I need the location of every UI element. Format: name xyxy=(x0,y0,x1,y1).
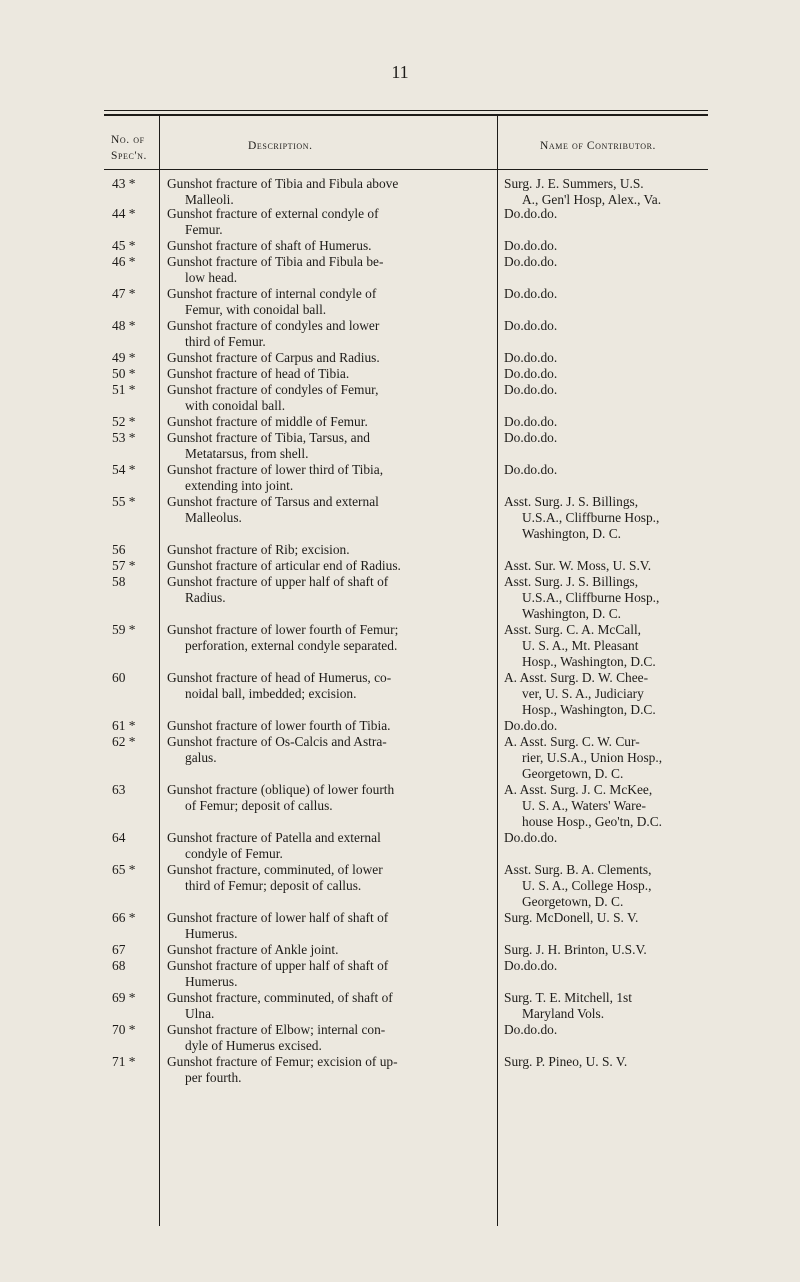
description xyxy=(167,382,491,414)
description xyxy=(167,734,491,766)
header-spec-number xyxy=(111,132,147,164)
spec-number: 69 * xyxy=(112,990,136,1005)
description-line: Gunshot fracture of upper half of shaft of xyxy=(167,574,389,589)
ditto-mark: do. xyxy=(523,366,541,381)
description-line: Humerus. xyxy=(185,974,238,989)
contributor xyxy=(504,558,704,574)
ditto-mark: Do. xyxy=(504,238,524,253)
contributor xyxy=(504,910,704,926)
description-line: Femur, with conoidal ball. xyxy=(185,302,327,317)
spec-number: 52 * xyxy=(112,414,136,429)
description-line: per fourth. xyxy=(185,1070,242,1085)
spec-number: 45 * xyxy=(112,238,136,253)
ditto-mark: Do. xyxy=(504,958,524,973)
ditto-mark: Do. xyxy=(504,286,524,301)
description-line: Gunshot fracture, comminuted, of shaft of xyxy=(167,990,393,1005)
top-rule xyxy=(104,110,708,111)
contributor-line xyxy=(504,718,678,734)
ditto-mark: do. xyxy=(540,254,558,269)
ditto-mark: Do. xyxy=(504,254,524,269)
ditto-mark: do. xyxy=(523,238,541,253)
contributor-line xyxy=(504,1022,678,1038)
contributor-line: U.S.A., Cliffburne Hosp., xyxy=(522,510,660,525)
description-line: Femur. xyxy=(185,222,223,237)
contributor-line: Maryland Vols. xyxy=(522,1006,605,1021)
description xyxy=(167,782,491,814)
contributor-line: Asst. Surg. B. A. Clements, xyxy=(504,862,652,877)
ditto-mark: do. xyxy=(523,830,541,845)
description xyxy=(167,942,491,958)
description-line: of Femur; deposit of callus. xyxy=(185,798,333,813)
description xyxy=(167,494,491,526)
page-number: 11 xyxy=(391,62,409,82)
description-line: Ulna. xyxy=(185,1006,215,1021)
ditto-mark: do. xyxy=(540,430,558,445)
description xyxy=(167,176,491,208)
ditto-mark: do. xyxy=(523,430,541,445)
description-line: Gunshot fracture of external condyle of xyxy=(167,206,379,221)
contributor xyxy=(504,238,704,254)
contributor-line xyxy=(504,382,678,398)
contributor xyxy=(504,430,704,446)
spec-number: 44 * xyxy=(112,206,136,221)
ditto-mark: do. xyxy=(540,286,558,301)
spec-number: 50 * xyxy=(112,366,136,381)
contributor xyxy=(504,254,704,270)
spec-number: 61 * xyxy=(112,718,136,733)
contributor-line: A. Asst. Surg. C. W. Cur- xyxy=(504,734,640,749)
description xyxy=(167,286,491,318)
description-line: Gunshot fracture of articular end of Radius. xyxy=(167,558,401,573)
description-line: Gunshot fracture of Carpus and Radius. xyxy=(167,350,380,365)
ditto-mark: Do. xyxy=(504,206,524,221)
contributor-line xyxy=(504,318,678,334)
description-line: Gunshot fracture of Tibia, Tarsus, and xyxy=(167,430,370,445)
top-rule-thick xyxy=(104,114,708,116)
description-line: Radius. xyxy=(185,590,226,605)
description-line: with conoidal ball. xyxy=(185,398,286,413)
ditto-mark: do. xyxy=(540,238,558,253)
description-line: third of Femur. xyxy=(185,334,266,349)
ditto-mark: Do. xyxy=(504,830,524,845)
description-line: low head. xyxy=(185,270,238,285)
ditto-mark: do. xyxy=(523,382,541,397)
description-line: Gunshot fracture of lower fourth of Femur; xyxy=(167,622,399,637)
description-line: Gunshot fracture of lower fourth of Tibia. xyxy=(167,718,391,733)
ditto-mark: do. xyxy=(540,206,558,221)
description xyxy=(167,830,491,862)
contributor-line: Georgetown, D. C. xyxy=(522,766,624,781)
contributor-line xyxy=(504,462,678,478)
contributor-line: A., Gen'l Hosp, Alex., Va. xyxy=(522,192,662,207)
spec-number: 62 * xyxy=(112,734,136,749)
description-line: perforation, external condyle separated. xyxy=(185,638,398,653)
contributor xyxy=(504,494,704,542)
contributor-line xyxy=(504,366,678,382)
spec-number: 43 * xyxy=(112,176,136,191)
ditto-mark: do. xyxy=(540,462,558,477)
contributor-line xyxy=(504,286,678,302)
description xyxy=(167,910,491,942)
description xyxy=(167,1054,491,1086)
contributor-line xyxy=(504,254,678,270)
description-line: Gunshot fracture of Os-Calcis and Astra- xyxy=(167,734,387,749)
contributor-line: Washington, D. C. xyxy=(522,606,621,621)
contributor xyxy=(504,734,704,782)
description xyxy=(167,862,491,894)
ditto-mark: do. xyxy=(523,350,541,365)
description xyxy=(167,430,491,462)
ditto-mark: do. xyxy=(523,286,541,301)
column-divider-2 xyxy=(497,116,498,1226)
contributor-line: U. S. A., Waters' Ware- xyxy=(522,798,646,813)
ditto-mark: do. xyxy=(540,318,558,333)
contributor xyxy=(504,670,704,718)
description xyxy=(167,718,491,734)
contributor-line: Asst. Sur. W. Moss, U. S.V. xyxy=(504,558,652,573)
ditto-mark: Do. xyxy=(504,350,524,365)
description-line: Gunshot fracture of condyles and lower xyxy=(167,318,380,333)
description xyxy=(167,350,491,366)
contributor xyxy=(504,862,704,910)
contributor xyxy=(504,574,704,622)
description-line: Malleoli. xyxy=(185,192,234,207)
spec-number: 63 xyxy=(112,782,126,797)
ditto-mark: do. xyxy=(523,1022,541,1037)
ditto-mark: Do. xyxy=(504,414,524,429)
description xyxy=(167,318,491,350)
description-line: noidal ball, imbedded; excision. xyxy=(185,686,357,701)
description-line: galus. xyxy=(185,750,217,765)
description-line: Gunshot fracture of shaft of Humerus. xyxy=(167,238,372,253)
spec-number: 65 * xyxy=(112,862,136,877)
spec-number: 64 xyxy=(112,830,126,845)
spec-number: 51 * xyxy=(112,382,136,397)
contributor-line: Surg. McDonell, U. S. V. xyxy=(504,910,639,925)
description-line: Gunshot fracture of lower half of shaft of xyxy=(167,910,389,925)
ditto-mark: do. xyxy=(540,414,558,429)
contributor xyxy=(504,1054,704,1070)
description-line: third of Femur; deposit of callus. xyxy=(185,878,362,893)
contributor xyxy=(504,958,704,974)
contributor-line xyxy=(504,350,678,366)
ditto-mark: Do. xyxy=(504,382,524,397)
spec-number: 67 xyxy=(112,942,126,957)
description-line: Gunshot fracture of head of Humerus, co- xyxy=(167,670,392,685)
description xyxy=(167,574,491,606)
ditto-mark: do. xyxy=(540,718,558,733)
description xyxy=(167,542,491,558)
contributor-line: Surg. J. H. Brinton, U.S.V. xyxy=(504,942,647,957)
spec-number: 47 * xyxy=(112,286,136,301)
description-line: dyle of Humerus excised. xyxy=(185,1038,322,1053)
description-line: Gunshot fracture of Rib; excision. xyxy=(167,542,350,557)
description-line: Gunshot fracture of Tibia and Fibula be- xyxy=(167,254,384,269)
header-spec-line1: No. of xyxy=(111,134,145,146)
ditto-mark: do. xyxy=(540,830,558,845)
contributor-line: Surg. P. Pineo, U. S. V. xyxy=(504,1054,628,1069)
contributor xyxy=(504,830,704,846)
contributor xyxy=(504,206,704,222)
contributor-line: U. S. A., Mt. Pleasant xyxy=(522,638,639,653)
description-line: Metatarsus, from shell. xyxy=(185,446,309,461)
description xyxy=(167,462,491,494)
contributor-line xyxy=(504,830,678,846)
contributor-line: Washington, D. C. xyxy=(522,526,621,541)
contributor-line xyxy=(504,430,678,446)
spec-number: 66 * xyxy=(112,910,136,925)
contributor xyxy=(504,366,704,382)
spec-number: 57 * xyxy=(112,558,136,573)
description xyxy=(167,414,491,430)
contributor xyxy=(504,350,704,366)
spec-number: 58 xyxy=(112,574,126,589)
spec-number: 53 * xyxy=(112,430,136,445)
contributor-line xyxy=(504,958,678,974)
contributor-line: house Hosp., Geo'tn, D.C. xyxy=(522,814,663,829)
description-line: Humerus. xyxy=(185,926,238,941)
description xyxy=(167,990,491,1022)
spec-number: 60 xyxy=(112,670,126,685)
ditto-mark: do. xyxy=(523,958,541,973)
description-line: Gunshot fracture of middle of Femur. xyxy=(167,414,368,429)
spec-number: 54 * xyxy=(112,462,136,477)
ditto-mark: Do. xyxy=(504,718,524,733)
contributor xyxy=(504,286,704,302)
contributor xyxy=(504,462,704,478)
contributor xyxy=(504,942,704,958)
contributor xyxy=(504,414,704,430)
header-description: Description. xyxy=(248,140,313,152)
spec-number: 48 * xyxy=(112,318,136,333)
contributor-line: Hosp., Washington, D.C. xyxy=(522,654,656,669)
contributor-line: A. Asst. Surg. D. W. Chee- xyxy=(504,670,649,685)
spec-number: 70 * xyxy=(112,1022,136,1037)
contributor xyxy=(504,990,704,1022)
spec-number: 71 * xyxy=(112,1054,136,1069)
ditto-mark: Do. xyxy=(504,318,524,333)
contributor-line: ver, U. S. A., Judiciary xyxy=(522,686,644,701)
description xyxy=(167,206,491,238)
ditto-mark: do. xyxy=(540,350,558,365)
ditto-mark: do. xyxy=(540,1022,558,1037)
ditto-mark: do. xyxy=(523,318,541,333)
contributor-line xyxy=(504,206,678,222)
description-line: extending into joint. xyxy=(185,478,294,493)
description-line: Gunshot fracture of Tarsus and external xyxy=(167,494,379,509)
description-line: Gunshot fracture of Ankle joint. xyxy=(167,942,339,957)
description xyxy=(167,558,491,574)
contributor xyxy=(504,176,704,208)
ditto-mark: do. xyxy=(523,462,541,477)
description xyxy=(167,958,491,990)
contributor-line xyxy=(504,414,678,430)
contributor-line: Asst. Surg. C. A. McCall, xyxy=(504,622,642,637)
contributor xyxy=(504,622,704,670)
description-line: Gunshot fracture of head of Tibia. xyxy=(167,366,350,381)
description xyxy=(167,1022,491,1054)
contributor-line xyxy=(504,238,678,254)
contributor xyxy=(504,1022,704,1038)
header-rule xyxy=(104,169,708,170)
description xyxy=(167,670,491,702)
description-line: Gunshot fracture of internal condyle of xyxy=(167,286,377,301)
contributor-line: U.S.A., Cliffburne Hosp., xyxy=(522,590,660,605)
description-line: Gunshot fracture of Tibia and Fibula above xyxy=(167,176,399,191)
header-spec-line2: Spec'n. xyxy=(111,150,147,162)
contributor xyxy=(504,782,704,830)
ditto-mark: Do. xyxy=(504,1022,524,1037)
contributor-line: Asst. Surg. J. S. Billings, xyxy=(504,494,639,509)
spec-number: 68 xyxy=(112,958,126,973)
contributor-line: Georgetown, D. C. xyxy=(522,894,624,909)
description xyxy=(167,366,491,382)
contributor-line: Surg. J. E. Summers, U.S. xyxy=(504,176,644,191)
ditto-mark: Do. xyxy=(504,366,524,381)
contributor-line: Surg. T. E. Mitchell, 1st xyxy=(504,990,632,1005)
ditto-mark: do. xyxy=(523,414,541,429)
contributor-line: U. S. A., College Hosp., xyxy=(522,878,652,893)
ditto-mark: do. xyxy=(523,254,541,269)
spec-number: 49 * xyxy=(112,350,136,365)
description xyxy=(167,238,491,254)
description-line: Malleolus. xyxy=(185,510,242,525)
spec-number: 56 xyxy=(112,542,126,557)
ditto-mark: do. xyxy=(540,382,558,397)
description-line: Gunshot fracture of condyles of Femur, xyxy=(167,382,379,397)
description-line: Gunshot fracture of Femur; excision of up- xyxy=(167,1054,398,1069)
header-contributor: Name of Contributor. xyxy=(540,140,657,152)
spec-number: 55 * xyxy=(112,494,136,509)
description xyxy=(167,622,491,654)
spec-number: 59 * xyxy=(112,622,136,637)
description-line: Gunshot fracture of lower third of Tibia, xyxy=(167,462,384,477)
ditto-mark: do. xyxy=(540,958,558,973)
ditto-mark: Do. xyxy=(504,462,524,477)
description-line: Gunshot fracture (oblique) of lower fourth xyxy=(167,782,395,797)
description xyxy=(167,254,491,286)
contributor xyxy=(504,718,704,734)
description-line: Gunshot fracture of Patella and external xyxy=(167,830,381,845)
contributor-line: rier, U.S.A., Union Hosp., xyxy=(522,750,663,765)
description-line: Gunshot fracture of upper half of shaft of xyxy=(167,958,389,973)
contributor-line: A. Asst. Surg. J. C. McKee, xyxy=(504,782,653,797)
ditto-mark: do. xyxy=(523,206,541,221)
contributor-line: Asst. Surg. J. S. Billings, xyxy=(504,574,639,589)
ditto-mark: do. xyxy=(523,718,541,733)
contributor xyxy=(504,382,704,398)
contributor xyxy=(504,318,704,334)
description-line: Gunshot fracture of Elbow; internal con- xyxy=(167,1022,386,1037)
contributor-line: Hosp., Washington, D.C. xyxy=(522,702,656,717)
ditto-mark: do. xyxy=(540,366,558,381)
description-line: Gunshot fracture, comminuted, of lower xyxy=(167,862,383,877)
ditto-mark: Do. xyxy=(504,430,524,445)
description-line: condyle of Femur. xyxy=(185,846,283,861)
spec-number: 46 * xyxy=(112,254,136,269)
